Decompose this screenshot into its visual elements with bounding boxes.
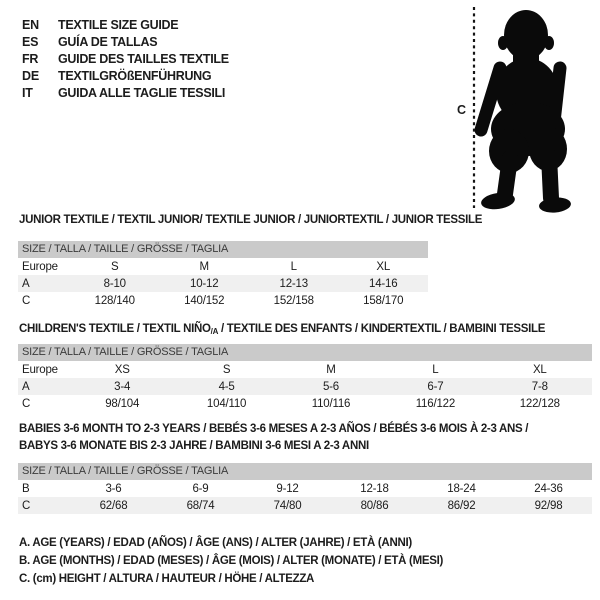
children-title-sub: /A xyxy=(210,327,219,336)
lang-title: GUIDE DES TAILLES TEXTILE xyxy=(58,51,229,66)
age-cell: 5-6 xyxy=(322,380,339,393)
months-cell: 3-6 xyxy=(105,482,122,495)
row-label: C xyxy=(22,397,31,410)
lang-code: EN xyxy=(22,17,39,32)
table-row-height xyxy=(18,395,592,412)
table-row-europe xyxy=(18,361,592,378)
row-label: Europe xyxy=(22,260,58,273)
lang-title: GUÍA DE TALLAS xyxy=(58,34,158,49)
height-cell: 98/104 xyxy=(105,397,140,410)
row-label: A xyxy=(22,380,30,393)
age-cell: 6-7 xyxy=(427,380,444,393)
size-cell: M xyxy=(326,363,336,376)
row-label: A xyxy=(22,277,30,290)
size-cell: XS xyxy=(114,363,130,376)
size-header-bar: SIZE / TALLA / TAILLE / GRÖSSE / TAGLIA xyxy=(18,463,592,480)
months-cell: 9-12 xyxy=(276,482,299,495)
legend-age-years: A. AGE (YEARS) / EDAD (AÑOS) / ÂGE (ANS) / ALTER (JAHRE) / ETÀ (ANNI) xyxy=(19,537,412,549)
lang-row-es xyxy=(22,33,229,50)
height-cell: 140/152 xyxy=(184,294,225,307)
height-cell: 128/140 xyxy=(94,294,135,307)
height-figure xyxy=(450,2,600,214)
height-cell: 104/110 xyxy=(206,397,247,410)
height-cell: 158/170 xyxy=(363,294,404,307)
row-label: C xyxy=(22,294,31,307)
height-cell: 68/74 xyxy=(186,499,215,512)
lang-code: FR xyxy=(22,51,39,66)
babies-title-line1: BABIES 3-6 MONTH TO 2-3 YEARS / BEBÉS 3-6 MESES A 2-3 AÑOS / BÉBÉS 3-6 MOIS À 2-3 ANS / xyxy=(19,423,529,435)
table-row-europe xyxy=(18,258,428,275)
months-cell: 24-36 xyxy=(534,482,563,495)
row-label: Europe xyxy=(22,363,58,376)
table-row-height xyxy=(18,497,592,514)
table-row-age xyxy=(18,378,592,395)
row-label: C xyxy=(22,499,31,512)
lang-code: IT xyxy=(22,85,33,100)
lang-title: TEXTILE SIZE GUIDE xyxy=(58,17,179,32)
size-cell: L xyxy=(290,260,297,273)
junior-section-title: JUNIOR TEXTILE / TEXTIL JUNIOR/ TEXTILE JUNIOR / JUNIORTEXTIL / JUNIOR TESSILE xyxy=(19,214,483,226)
size-cell: XL xyxy=(376,260,391,273)
months-cell: 18-24 xyxy=(447,482,476,495)
age-cell: 12-13 xyxy=(279,277,308,290)
size-header-bar: SIZE / TALLA / TAILLE / GRÖSSE / TAGLIA xyxy=(18,344,592,361)
months-cell: 6-9 xyxy=(192,482,209,495)
size-header-bar: SIZE / TALLA / TAILLE / GRÖSSE / TAGLIA xyxy=(18,241,428,258)
age-cell: 14-16 xyxy=(369,277,398,290)
children-size-table xyxy=(18,344,592,412)
language-title-list xyxy=(22,16,229,101)
children-title-post: / TEXTILE DES ENFANTS / KINDERTEXTIL / BAMBINI TESSILE xyxy=(218,323,546,335)
age-cell: 4-5 xyxy=(218,380,235,393)
age-cell: 7-8 xyxy=(531,380,548,393)
lang-title: TEXTILGRÖßENFÜHRUNG xyxy=(58,68,212,83)
height-cell: 92/98 xyxy=(534,499,563,512)
table-row-age xyxy=(18,275,428,292)
junior-size-table xyxy=(18,241,428,309)
height-cell: 62/68 xyxy=(99,499,128,512)
height-cell: 80/86 xyxy=(360,499,389,512)
height-cell: 122/128 xyxy=(519,397,560,410)
height-cell: 152/158 xyxy=(273,294,314,307)
size-cell: S xyxy=(222,363,231,376)
height-cell: 110/116 xyxy=(311,397,351,410)
lang-code: ES xyxy=(22,34,39,49)
height-marker-label: C xyxy=(457,103,467,117)
baby-silhouette xyxy=(450,2,600,214)
lang-code: DE xyxy=(22,68,39,83)
babies-section-title xyxy=(19,421,528,455)
lang-row-en xyxy=(22,16,229,33)
children-section-title xyxy=(19,321,545,340)
legend-age-months: B. AGE (MONTHS) / EDAD (MESES) / ÂGE (MOIS) / ALTER (MONATE) / ETÀ (MESI) xyxy=(19,555,444,567)
babies-size-table xyxy=(18,463,592,514)
lang-title: GUIDA ALLE TAGLIE TESSILI xyxy=(58,85,226,100)
age-cell: 3-4 xyxy=(114,380,131,393)
size-cell: M xyxy=(199,260,209,273)
lang-row-fr xyxy=(22,50,229,67)
table-row-months xyxy=(18,480,592,497)
height-cell: 86/92 xyxy=(447,499,476,512)
size-cell: L xyxy=(432,363,439,376)
lang-row-de xyxy=(22,67,229,84)
months-cell: 12-18 xyxy=(360,482,389,495)
row-label: B xyxy=(22,482,30,495)
size-cell: XL xyxy=(532,363,547,376)
size-cell: S xyxy=(111,260,119,273)
babies-title-line2: BABYS 3-6 MONATE BIS 2-3 JAHRE / BAMBINI 3-6 MESI A 2-3 ANNI xyxy=(19,440,369,452)
legend-height-cm: C. (cm) HEIGHT / ALTURA / HAUTEUR / HÖHE / ALTEZZA xyxy=(19,573,315,585)
height-cell: 116/122 xyxy=(415,397,456,410)
age-cell: 10-12 xyxy=(190,277,219,290)
height-cell: 74/80 xyxy=(273,499,302,512)
legend xyxy=(19,534,443,588)
children-title-pre: CHILDREN'S TEXTILE / TEXTIL NIÑO xyxy=(19,323,211,335)
table-row-height xyxy=(18,292,428,309)
lang-row-it xyxy=(22,84,229,101)
age-cell: 8-10 xyxy=(103,277,126,290)
